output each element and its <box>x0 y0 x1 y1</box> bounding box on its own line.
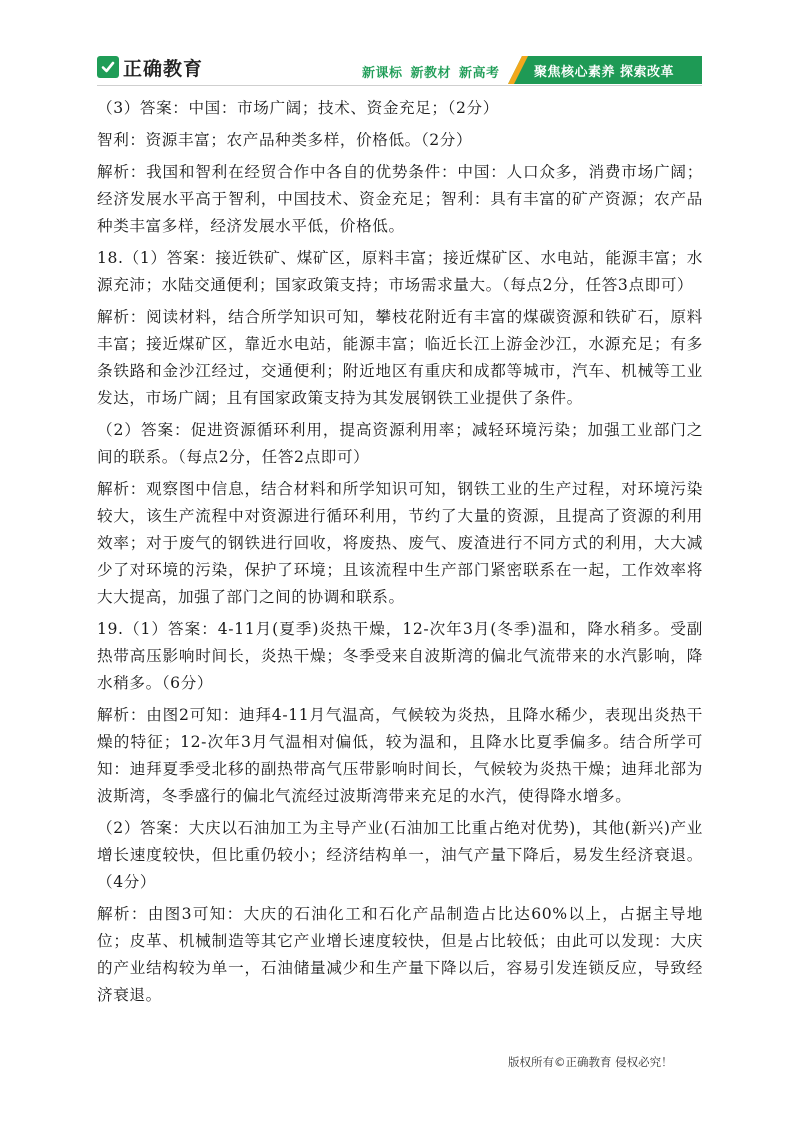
paragraph: 解析：阅读材料，结合所学知识可知，攀枝花附近有丰富的煤碳资源和铁矿石，原料丰富；接近煤矿区，靠近水电站，能源丰富；临近长江上游金沙江，水源充足；有多条铁路和金沙江经过，交通便利；附近地区有重庆和成都等城市，汽车、机械等工业发达，市场广阔；且有国家政策支持为其发展钢铁工业提供了条件。 <box>97 308 703 407</box>
copyright-footer: 版权所有©正确教育 侵权必究！ <box>508 1055 673 1069</box>
paragraph: （2）答案：大庆以石油加工为主导产业(石油加工比重占绝对优势)，其他(新兴)产业增长速度较快，但比重仍较小；经济结构单一，油气产量下降后，易发生经济衰退。（4分） <box>97 819 703 891</box>
banner-text: 聚焦核心素养 探索改革 <box>534 65 675 80</box>
paragraph: 解析：观察图中信息，结合材料和所学知识可知，钢铁工业的生产过程，对环境污染较大，该生产流程中对资源进行循环利用，节约了大量的资源，且提高了资源的利用效率；对于废气的钢铁进行回收，将废热、废气、废渣进行不同方式的利用，大大减少了对环境的污染，保护了环境；且该流程中生产部门紧密联系在一起，工作效率将大大提高，加强了部门之间的协调和联系。 <box>97 480 703 606</box>
page-header <box>0 0 800 90</box>
tagline-item: 新高考 <box>459 66 500 81</box>
paragraph: （3）答案：中国：市场广阔；技术、资金充足；（2分） <box>97 99 499 117</box>
answer-content <box>97 95 703 1014</box>
paragraph: 解析：由图2可知：迪拜4-11月气温高，气候较为炎热，且降水稀少，表现出炎热干燥的特征；12-次年3月气温相对偏低，较为温和，且降水比夏季偏多。结合所学可知：迪拜夏季受北移的副热带高气压带影响时间长，气候较为炎热干燥；迪拜北部为波斯湾，冬季盛行的偏北气流经过波斯湾带来充足的水汽，使得降水增多。 <box>97 706 703 805</box>
checkmark-icon <box>97 56 119 78</box>
tagline <box>362 62 508 81</box>
paragraph: 18.（1）答案：接近铁矿、煤矿区，原料丰富；接近煤矿区、水电站，能源丰富；水源充沛；水陆交通便利；国家政策支持；市场需求量大。（每点2分，任答3点即可） <box>97 249 703 294</box>
tagline-item: 新教材 <box>410 66 452 81</box>
paragraph: 解析：我国和智利在经贸合作中各自的优势条件：中国：人口众多，消费市场广阔；经济发展水平高于智利，中国技术、资金充足；智利：具有丰富的矿产资源；农产品种类丰富多样，经济发展水平低，价格低。 <box>97 163 703 235</box>
brand-logo <box>97 53 203 81</box>
header-divider <box>97 85 702 86</box>
tagline-item: 新课标 <box>362 66 403 81</box>
paragraph: 19.（1）答案：4-11月(夏季)炎热干燥，12-次年3月(冬季)温和，降水稍多。受副热带高压影响时间长，炎热干燥；冬季受来自波斯湾的偏北气流带来的水汽影响，降水稍多。（6分） <box>97 620 703 692</box>
paragraph: 智利：资源丰富；农产品种类多样，价格低。（2分） <box>97 131 473 149</box>
logo-text: 正确教育 <box>123 57 204 80</box>
paragraph: 解析：由图3可知：大庆的石油化工和石化产品制造占比达60%以上，占据主导地位；皮革、机械制造等其它产业增长速度较快，但是占比较低；由此可以发现：大庆的产业结构较为单一，石油储量减少和生产量下降以后，容易引发连锁反应，导致经济衰退。 <box>97 905 703 1004</box>
paragraph: （2）答案：促进资源循环利用，提高资源利用率；减轻环境污染；加强工业部门之间的联系。（每点2分，任答2点即可） <box>97 421 703 466</box>
